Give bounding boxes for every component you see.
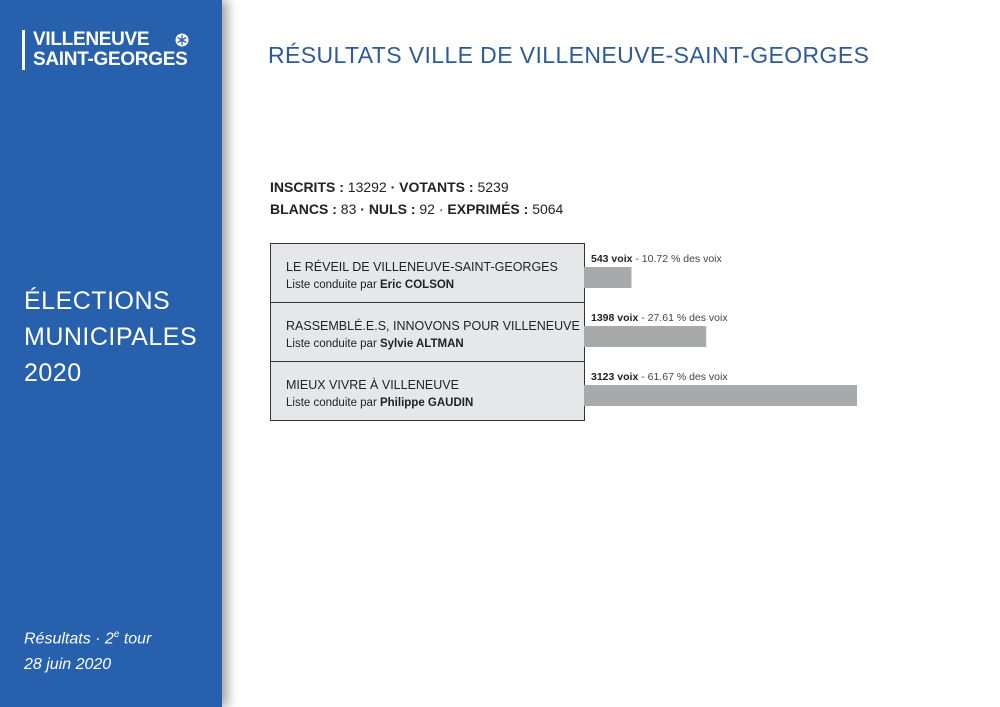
blancs-value: 83 xyxy=(340,201,357,217)
stats-row-1: INSCRITS : 13292 · VOTANTS : 5239 xyxy=(270,179,509,195)
bar-percent: - 61.67 % des voix xyxy=(638,371,728,383)
bar-percent: - 10.72 % des voix xyxy=(632,253,722,265)
blancs-label: BLANCS : xyxy=(270,201,337,217)
round-suffix: tour xyxy=(119,630,152,648)
result-bar xyxy=(584,326,706,347)
list-leader-prefix: Liste conduite par xyxy=(286,397,380,409)
bar-percent: - 27.61 % des voix xyxy=(638,312,728,324)
result-bar xyxy=(584,385,857,406)
election-title-line: 2020 xyxy=(24,359,82,387)
nuls-value: 92 xyxy=(419,201,435,217)
exprimes-value: 5064 xyxy=(532,201,564,217)
list-name: LE RÉVEIL DE VILLENEUVE-SAINT-GEORGES xyxy=(286,260,558,274)
election-title-line: ÉLECTIONS xyxy=(24,287,171,315)
nuls-label: NULS : xyxy=(368,201,416,217)
stats-row-2: BLANCS : 83 · NULS : 92 · EXPRIMÉS : 5064 xyxy=(270,201,564,217)
round-prefix: Résultats · 2 xyxy=(24,630,114,648)
list-leader-prefix: Liste conduite par xyxy=(286,279,380,291)
list-name: MIEUX VIVRE À VILLENEUVE xyxy=(286,378,459,392)
inscrits-value: 13292 xyxy=(347,179,387,195)
round-date: 28 juin 2020 xyxy=(24,656,112,674)
list-name: RASSEMBLÉ.E.S, INNOVONS POUR VILLENEUVE xyxy=(286,319,580,333)
list-leader-prefix: Liste conduite par xyxy=(286,338,380,350)
inscrits-label: INSCRITS : xyxy=(270,179,344,195)
list-leader xyxy=(286,279,454,291)
list-leader-name: Philippe GAUDIN xyxy=(379,397,474,409)
bar-data-label xyxy=(591,371,728,383)
bar-data-label xyxy=(591,253,722,265)
election-title-line: MUNICIPALES xyxy=(24,323,198,351)
logo-line-1: VILLENEUVE xyxy=(33,29,150,50)
bar-voix: 1398 voix xyxy=(591,312,639,324)
page-title: RÉSULTATS VILLE DE VILLENEUVE-SAINT-GEORGES xyxy=(268,42,870,68)
logo-line-2: SAINT-GEORGES xyxy=(33,49,188,70)
exprimes-label: EXPRIMÉS : xyxy=(447,201,529,217)
list-leader xyxy=(286,338,464,350)
bar-voix: 543 voix xyxy=(591,253,633,265)
list-leader-name: Eric COLSON xyxy=(379,279,455,291)
bar-voix: 3123 voix xyxy=(591,371,639,383)
list-leader xyxy=(286,397,473,409)
round-sup: e xyxy=(113,629,120,640)
votants-label: VOTANTS : xyxy=(399,179,474,195)
result-bar xyxy=(584,267,631,288)
votants-value: 5239 xyxy=(477,179,509,195)
bar-data-label xyxy=(591,312,728,324)
list-leader-name: Sylvie ALTMAN xyxy=(379,338,464,350)
